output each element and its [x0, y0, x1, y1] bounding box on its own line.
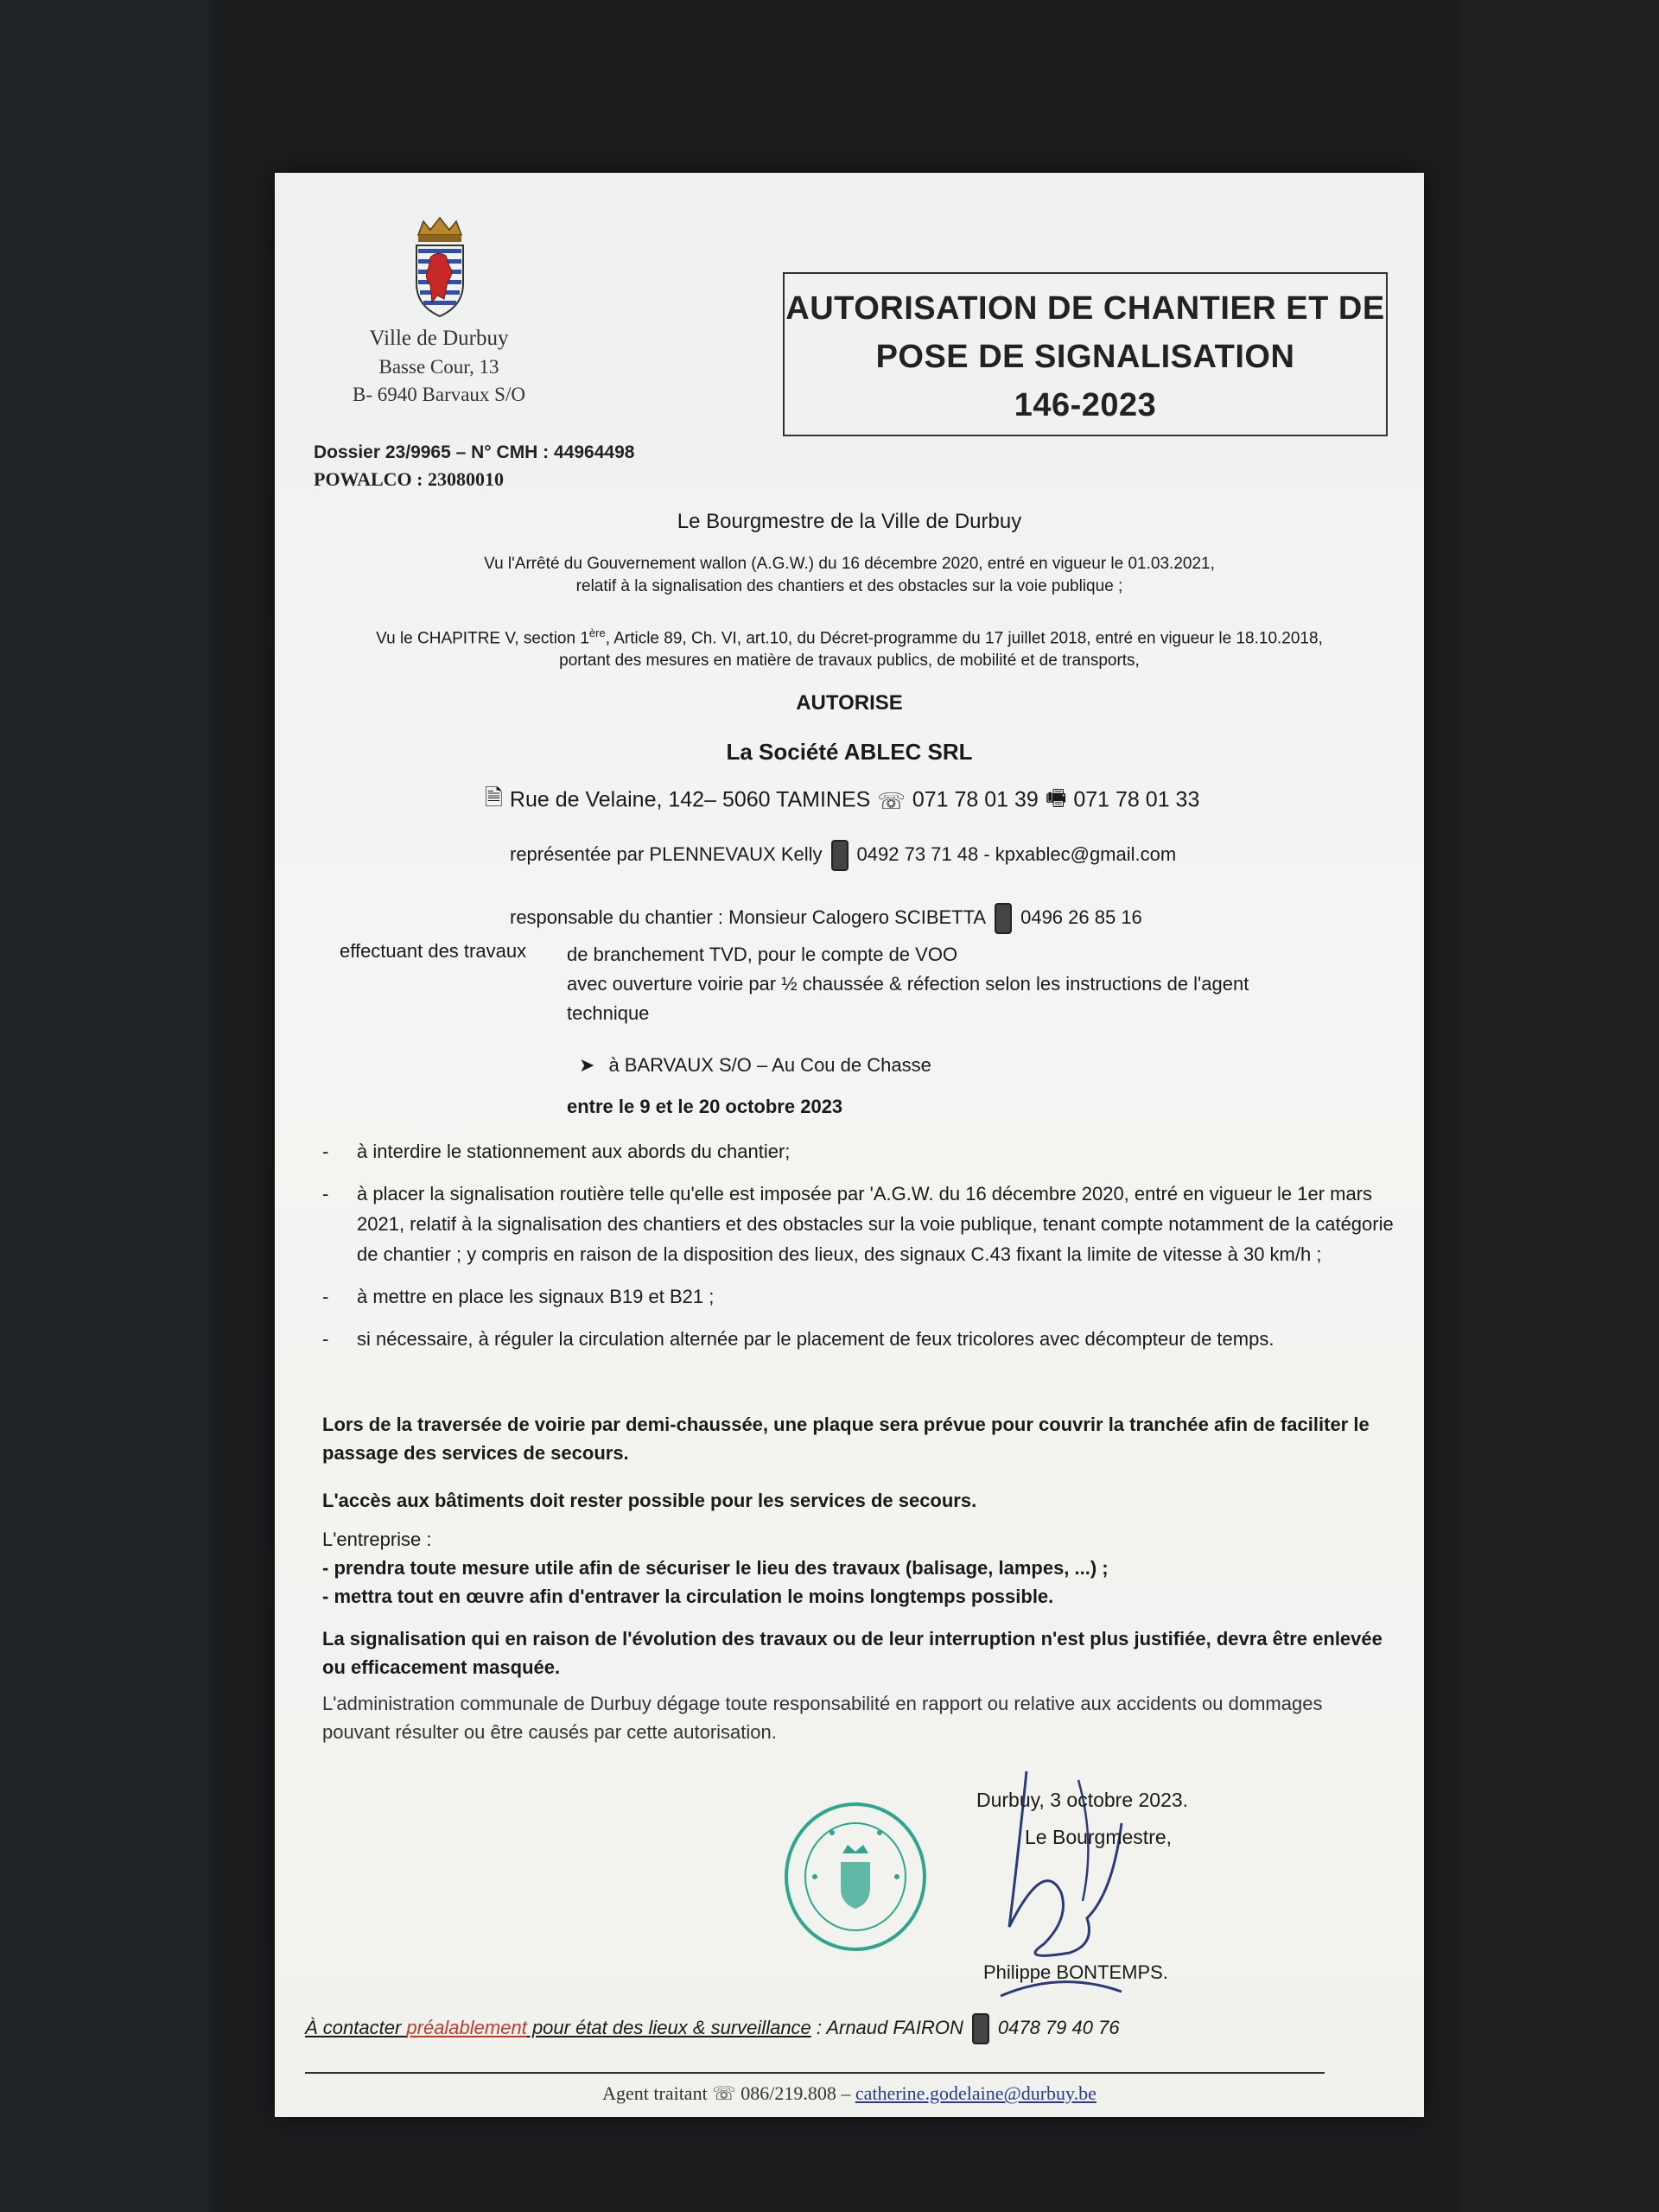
list-item: [322, 1281, 1394, 1312]
company-address-row: [478, 782, 1199, 820]
address-card-icon: 🗎: [485, 785, 503, 810]
duties-title: L'entreprise :: [322, 1529, 432, 1550]
contact-emphasis: préalablement: [406, 2016, 527, 2038]
photo-background-left: [0, 0, 212, 2212]
paragraph-crossing: Lors de la traversée de voirie par demi-chaussée, une plaque sera prévue pour couvrir la tranchée afin de faciliter le passage des services de secours.: [322, 1414, 1370, 1464]
paragraph-company-duties: [322, 1525, 1394, 1611]
municipality-name: Ville de Durbuy: [369, 327, 509, 350]
bullet-dash: -: [322, 1141, 329, 1162]
site-manager-label: responsable du chantier : Monsieur Calogero SCIBETTA: [510, 906, 987, 928]
company-phone: 071 78 01 39: [912, 787, 1039, 812]
paragraph-access: L'accès aux bâtiments doit rester possible pour les services de secours.: [322, 1490, 977, 1511]
list-item: [322, 1179, 1394, 1269]
contact-phone: 0478 79 40 76: [997, 2016, 1120, 2038]
site-manager-phone: 0496 26 85 16: [1020, 906, 1142, 928]
chap-line-1-b: , Article 89, Ch. VI, art.10, du Décret-programme du 17 juillet 2018, entré en vigueur le 18.10.2018,: [605, 629, 1323, 648]
location-text: à BARVAUX S/O – Au Cou de Chasse: [608, 1054, 931, 1076]
list-item-text: à mettre en place les signaux B19 et B21 ;: [357, 1286, 715, 1307]
powalco-reference: POWALCO : 23080010: [314, 468, 504, 490]
paragraph-signage-removal: La signalisation qui en raison de l'évolution des travaux ou de leur interruption n'est plus justifiée, devra être enlevée ou efficacement masquée.: [322, 1628, 1382, 1678]
bullet-dash: -: [322, 1286, 329, 1307]
agent-phone: 086/219.808 –: [741, 2082, 851, 2104]
municipality-street: Basse Cour, 13: [378, 356, 499, 378]
list-item-text: à interdire le stationnement aux abords du chantier;: [357, 1141, 791, 1162]
agw-line-2: relatif à la signalisation des chantiers et des obstacles sur la voie publique ;: [575, 577, 1123, 595]
contact-person: : Arnaud FAIRON: [810, 2016, 963, 2038]
municipality-city: B- 6940 Barvaux S/O: [353, 384, 525, 405]
chap-line-1: [275, 622, 1424, 650]
title-line-1: AUTORISATION DE CHANTIER ET DE: [785, 290, 1385, 327]
dossier-reference: Dossier 23/9965 – N° CMH : 44964498: [314, 442, 635, 462]
chap-line-1-a: Vu le CHAPITRE V, section 1: [376, 629, 589, 648]
agent-label: Agent traitant: [602, 2082, 708, 2104]
autorise-heading: AUTORISE: [796, 691, 903, 715]
conditions-list: [322, 1136, 1394, 1366]
signature-title: Le Bourgmestre,: [1025, 1826, 1173, 1848]
agw-reference: [275, 553, 1424, 598]
signatory-name: Philippe BONTEMPS.: [983, 1961, 1168, 1983]
fax-icon: 🖷: [1045, 785, 1067, 810]
signature-date: Durbuy, 3 octobre 2023.: [976, 1789, 1189, 1811]
works-location: [579, 1054, 931, 1077]
photo-background-right: [1460, 0, 1659, 2212]
telephone-icon: ☏: [877, 787, 906, 814]
decree-reference: [275, 622, 1424, 672]
footer-divider: [305, 2072, 1325, 2074]
company-name: La Société ABLEC SRL: [726, 739, 973, 765]
list-item: [322, 1324, 1394, 1354]
works-description: [567, 940, 1301, 1028]
arrow-bullet-icon: ➤: [579, 1054, 595, 1076]
works-dates: entre le 9 et le 20 octobre 2023: [567, 1096, 843, 1117]
bullet-dash: -: [322, 1183, 329, 1205]
document-title-box: [783, 272, 1388, 436]
mobile-phone-icon: [995, 903, 1012, 934]
mobile-phone-icon: [972, 2013, 989, 2044]
works-line-3: technique: [567, 1002, 650, 1024]
works-line-1: de branchement TVD, pour le compte de VOO: [567, 944, 958, 965]
agent-footer: [275, 2082, 1424, 2105]
mobile-phone-icon: [831, 840, 849, 871]
title-line-2: POSE DE SIGNALISATION: [875, 339, 1295, 375]
mayor-heading: Le Bourgmestre de la Ville de Durbuy: [677, 510, 1022, 533]
duties-line-1: - prendra toute mesure utile afin de sécuriser le lieu des travaux (balisage, lampes, ...) ;: [322, 1557, 1109, 1579]
works-label: effectuant des travaux: [340, 940, 527, 962]
site-manager-row: [510, 903, 1142, 934]
telephone-icon: ☏: [712, 2082, 736, 2104]
agent-email-link[interactable]: catherine.godelaine@durbuy.be: [855, 2082, 1096, 2104]
representative-row: [510, 840, 1176, 871]
representative-contact: 0492 73 71 48 - kpxablec@gmail.com: [856, 842, 1177, 865]
company-fax: 071 78 01 33: [1073, 787, 1200, 812]
contact-prefix: À contacter: [305, 2016, 407, 2038]
company-address: Rue de Velaine, 142– 5060 TAMINES: [509, 787, 871, 812]
contact-purpose: pour état des lieux & surveillance: [526, 2016, 811, 2038]
list-item-text: si nécessaire, à réguler la circulation alternée par le placement de feux tricolores avec décompteur de temps.: [357, 1328, 1274, 1350]
municipal-stamp-icon: [780, 1802, 931, 1953]
contact-line: [305, 2013, 1120, 2044]
document-page: [275, 173, 1424, 2117]
agw-line-1: Vu l'Arrêté du Gouvernement wallon (A.G.W.) du 16 décembre 2020, entré en vigueur le 01.03.2021,: [484, 555, 1215, 573]
list-item-text: à placer la signalisation routière telle qu'elle est imposée par 'A.G.W. du 16 décembre 2020, entré en vigueur le 1er mars 2021, relatif à la signalisation des chantiers et des obstacles sur la voie publique, tenant compte notamment de la catégorie de chantier ; y compris en raison de la disposition des lieux, des signaux C.43 fixant la limite de vitesse à 30 km/h ;: [357, 1183, 1394, 1265]
works-line-2: avec ouverture voirie par ½ chaussée & réfection selon les instructions de l'agent: [567, 973, 1249, 995]
title-number: 146-2023: [1014, 387, 1157, 423]
chap-line-1-sup: ère: [588, 626, 606, 639]
chap-line-2: portant des mesures en matière de travaux publics, de mobilité et de transports,: [559, 652, 1140, 671]
list-item: [322, 1136, 1394, 1166]
bullet-dash: -: [322, 1328, 329, 1350]
paragraph-liability: L'administration communale de Durbuy dégage toute responsabilité en rapport ou relative aux accidents ou dommages pouvant résulter ou être causés par cette autorisation.: [322, 1693, 1323, 1743]
representative-label: représentée par PLENNEVAUX Kelly: [510, 842, 823, 865]
duties-line-2: - mettra tout en œuvre afin d'entraver la circulation le moins longtemps possible.: [322, 1586, 1054, 1607]
durbuy-coat-of-arms-icon: [411, 216, 468, 320]
